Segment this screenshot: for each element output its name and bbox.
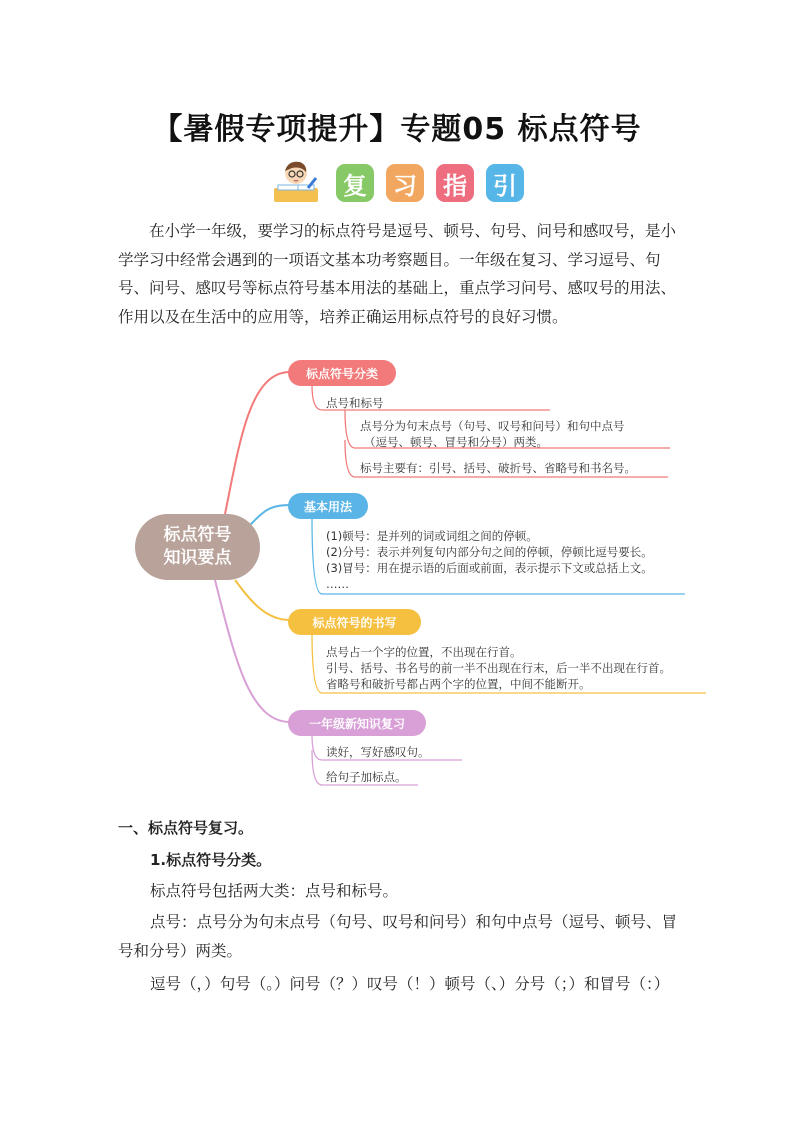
guide-char-tile: 指 bbox=[436, 164, 474, 202]
branch-item: 点号和标号 bbox=[326, 396, 384, 410]
branch-item: …… bbox=[326, 577, 349, 591]
branch-item: 给句子加标点。 bbox=[326, 770, 407, 784]
page-title: 【暑假专项提升】专题05 标点符号 bbox=[152, 112, 642, 147]
branch-item: 点号占一个字的位置，不出现在行首。 bbox=[326, 645, 522, 659]
intro-paragraph: 在小学一年级，要学习的标点符号是逗号、顿号、句号、问号和感叹号，是小学学习中经常会遇到的一项语文基本功考察题目。一年级在复习、学习逗号、句号、问号、感叹号等标点符号基本用法的基础上，重点学习问号、感叹号的用法、作用以及在生活中的应用等，培养正确运用标点符号的良好习惯。 bbox=[118, 222, 677, 326]
paragraph: 标点符号包括两大类：点号和标号。 bbox=[150, 882, 399, 900]
branch-item: 标号主要有：引号、括号、破折号、省略号和书名号。 bbox=[360, 461, 636, 475]
branch-writing: 标点符号的书写 bbox=[288, 609, 421, 635]
student-reading-icon bbox=[270, 158, 326, 208]
branch-grade1-review: 一年级新知识复习 bbox=[288, 710, 426, 736]
branch-item: （逗号、顿号、冒号和分号）两类。 bbox=[364, 435, 548, 449]
mindmap-center-node bbox=[135, 514, 260, 580]
review-guide-banner bbox=[270, 158, 536, 208]
branch-classification: 标点符号分类 bbox=[288, 360, 396, 386]
paragraph: 点号：点号分为句末点号（句号、叹号和问号）和句中点号（逗号、顿号、冒号和分号）两类。 bbox=[118, 913, 678, 960]
guide-char-tile: 引 bbox=[486, 164, 524, 202]
branch-item: 读好，写好感叹句。 bbox=[326, 745, 430, 759]
branch-item: (3)冒号：用在提示语的后面或前面，表示提示下文或总括上文。 bbox=[326, 561, 653, 575]
center-line: 标点符号 bbox=[163, 525, 232, 545]
branch-item: 省略号和破折号都占两个字的位置，中间不能断开。 bbox=[326, 677, 591, 691]
branch-item: (2)分号：表示并列复句内部分句之间的停顿，停顿比逗号要长。 bbox=[326, 545, 653, 559]
branch-item: 引号、括号、书名号的前一半不出现在行末，后一半不出现在行首。 bbox=[326, 661, 671, 675]
guide-char-tile: 习 bbox=[386, 164, 424, 202]
center-line: 知识要点 bbox=[163, 548, 232, 568]
subsection-heading: 1.标点符号分类。 bbox=[150, 851, 272, 869]
branch-basic-usage: 基本用法 bbox=[288, 493, 368, 519]
paragraph: 逗号（，）句号（。）问号（？）叹号（！）顿号（、）分号（；）和冒号（：） bbox=[150, 975, 670, 993]
section-heading: 一、标点符号复习。 bbox=[118, 819, 254, 837]
guide-char-tile: 复 bbox=[336, 164, 374, 202]
branch-item: (1)顿号：是并列的词或词组之间的停顿。 bbox=[326, 529, 538, 543]
branch-item: 点号分为句末点号（句号、叹号和问号）和句中点号 bbox=[360, 419, 625, 433]
